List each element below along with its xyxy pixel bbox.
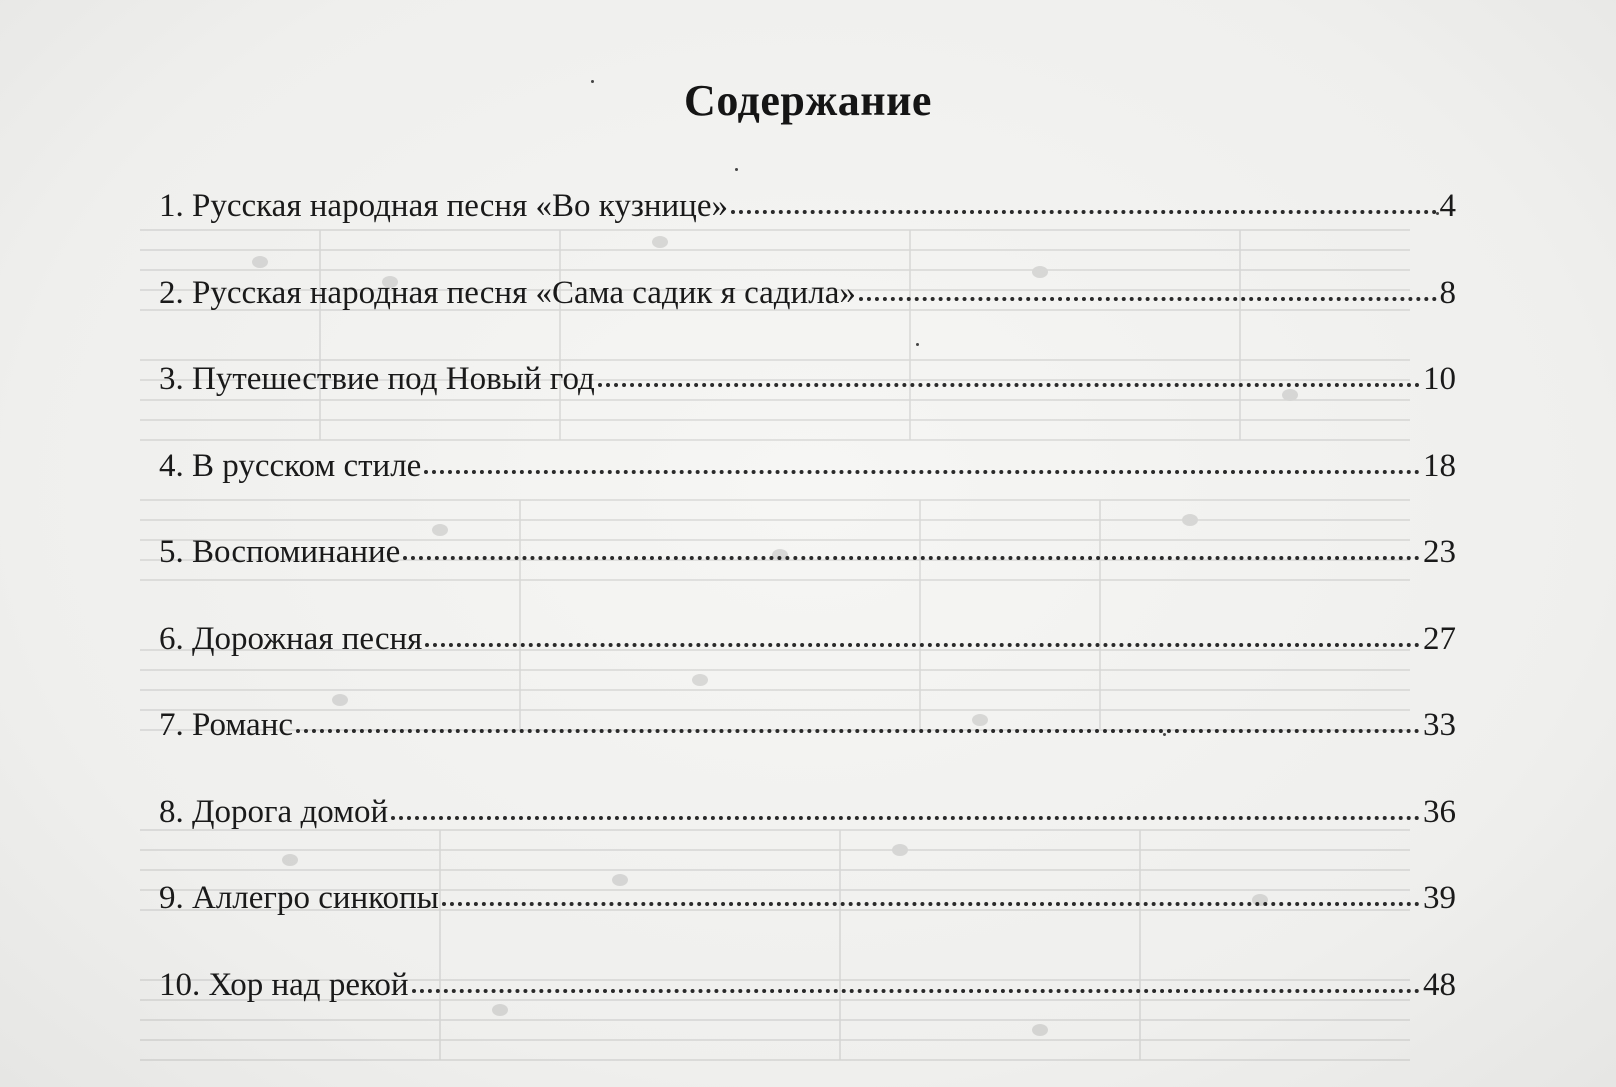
toc-entry[interactable] xyxy=(159,872,1456,959)
toc-entry-title: 7. Романс xyxy=(159,707,294,743)
toc-entry-title: 10. Хор над рекой xyxy=(159,966,409,1003)
toc-entry-page-number: 36 xyxy=(1423,793,1456,830)
print-speck xyxy=(735,168,738,171)
toc-entry-page-number: 4 xyxy=(1439,188,1456,224)
dot-leader xyxy=(598,377,1420,387)
toc-entry[interactable] xyxy=(159,526,1456,613)
dot-leader xyxy=(391,810,1420,820)
toc-entry-title: 9. Аллегро синкопы xyxy=(159,880,439,916)
table-of-contents xyxy=(159,180,1456,1045)
print-speck xyxy=(591,80,594,83)
toc-entry-title: 5. Воспоминание xyxy=(159,534,401,570)
toc-entry[interactable] xyxy=(159,613,1456,700)
dot-leader xyxy=(424,464,1420,474)
toc-entry-title: 1. Русская народная песня «Во кузнице» xyxy=(159,188,728,224)
print-speck xyxy=(1163,733,1166,736)
dot-leader xyxy=(731,204,1437,214)
toc-entry-title: 3. Путешествие под Новый год xyxy=(159,361,595,397)
dot-leader xyxy=(296,723,1420,733)
toc-entry-page-number: 18 xyxy=(1423,447,1456,484)
toc-entry[interactable] xyxy=(159,786,1456,873)
toc-entry[interactable] xyxy=(159,267,1456,354)
toc-entry-page-number: 8 xyxy=(1439,274,1456,311)
toc-entry[interactable] xyxy=(159,180,1456,267)
toc-entry-page-number: 23 xyxy=(1423,534,1456,570)
toc-entry[interactable] xyxy=(159,959,1456,1046)
page-title: Содержание xyxy=(684,76,932,126)
toc-entry-page-number: 48 xyxy=(1423,966,1456,1003)
dot-leader xyxy=(442,896,1420,906)
toc-entry[interactable] xyxy=(159,353,1456,440)
toc-entry-title: 4. В русском стиле xyxy=(159,447,422,484)
toc-entry[interactable] xyxy=(159,440,1456,527)
toc-entry-page-number: 27 xyxy=(1423,620,1456,657)
toc-entry-page-number: 10 xyxy=(1423,361,1456,397)
toc-entry-title: 2. Русская народная песня «Сама садик я садила» xyxy=(159,274,856,311)
print-speck xyxy=(1436,212,1439,215)
toc-entry-page-number: 33 xyxy=(1423,707,1456,743)
toc-entry-title: 8. Дорога домой xyxy=(159,793,389,830)
dot-leader xyxy=(412,983,1420,993)
toc-entry[interactable] xyxy=(159,699,1456,786)
dot-leader xyxy=(403,550,1420,560)
toc-entry-page-number: 39 xyxy=(1423,880,1456,916)
toc-entry-title: 6. Дорожная песня xyxy=(159,620,423,657)
dot-leader xyxy=(859,291,1437,301)
dot-leader xyxy=(425,637,1420,647)
print-speck xyxy=(916,343,919,346)
